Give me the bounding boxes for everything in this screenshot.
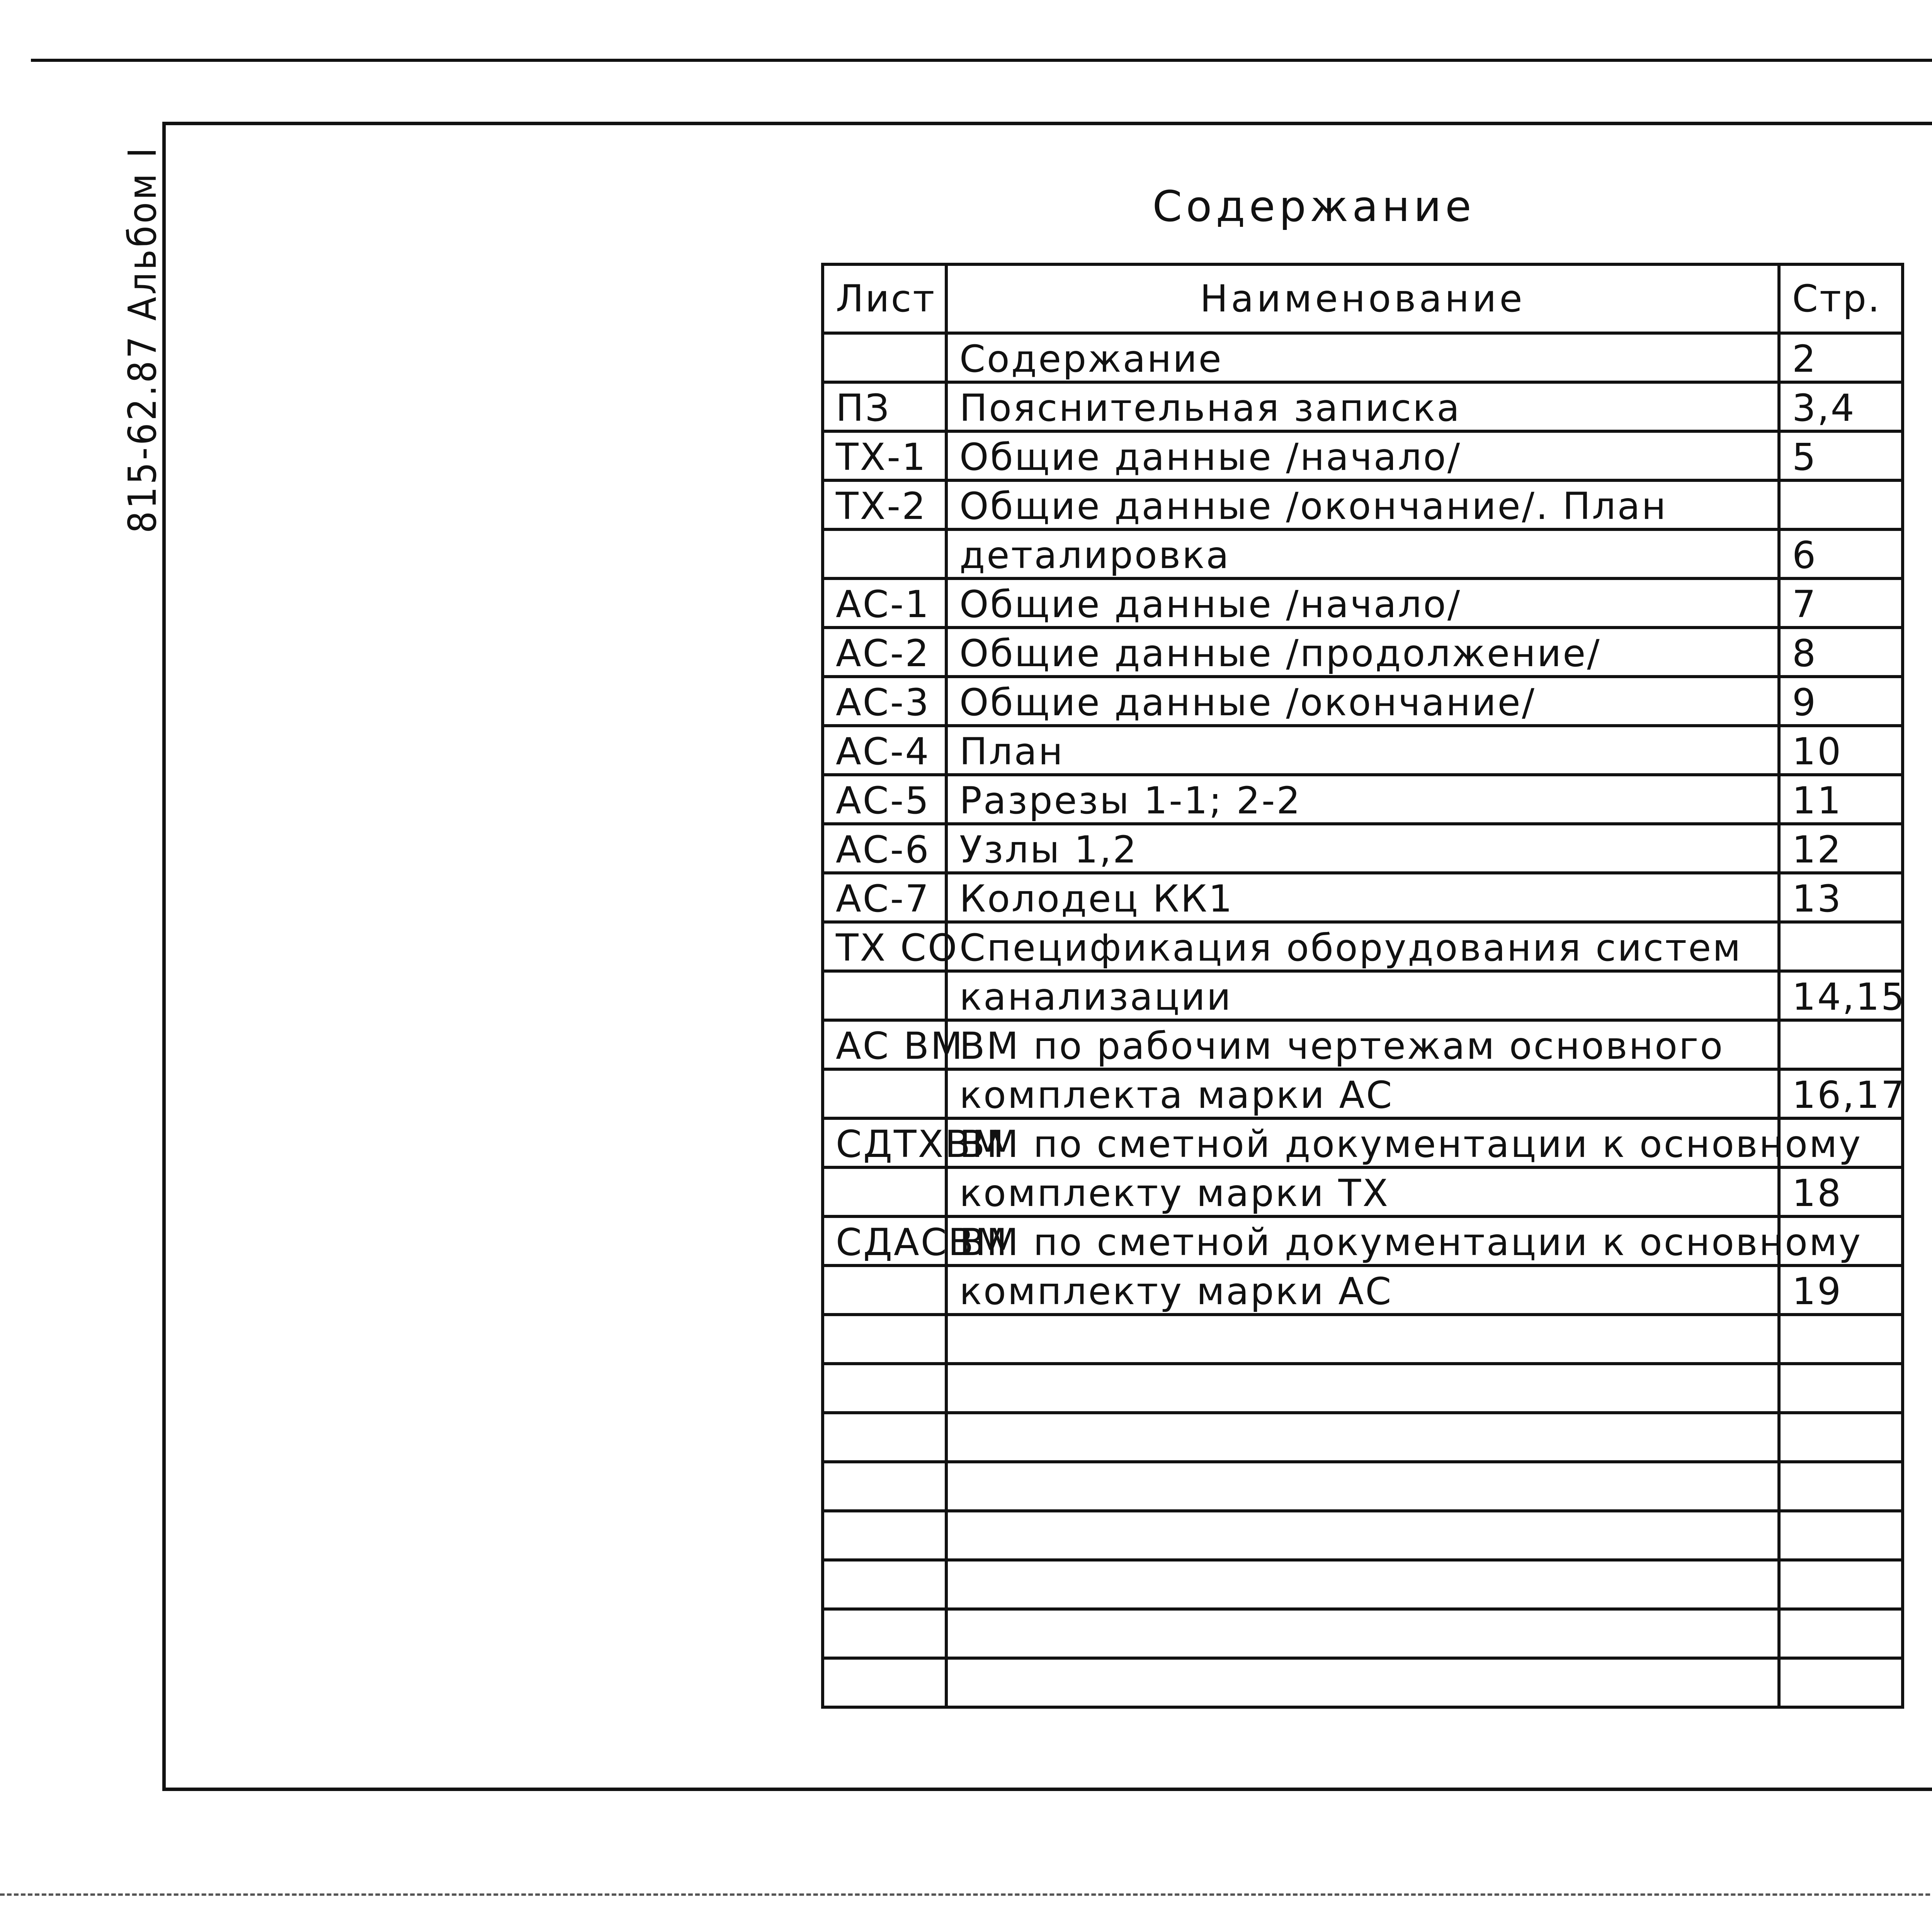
row-page: 13 xyxy=(1779,873,1903,922)
row-name: ВМ по рабочим чертежам основного xyxy=(946,1020,1779,1069)
row-page: 3,4 xyxy=(1779,382,1903,431)
row-page xyxy=(1779,1560,1903,1609)
row-name: ВМ по сметной документации к основному xyxy=(946,1118,1779,1167)
table-row xyxy=(823,775,1903,824)
row-sheet-code xyxy=(823,1560,946,1609)
row-page xyxy=(1779,1020,1903,1069)
table-body xyxy=(823,333,1906,1707)
row-sheet-code: АС-5 xyxy=(823,775,946,824)
row-name: канализации xyxy=(946,971,1779,1020)
row-page: 8 xyxy=(1779,628,1903,677)
row-sheet-code: АС-1 xyxy=(823,578,946,628)
row-sheet-code: ТХ-2 xyxy=(823,480,946,529)
row-sheet-code: АС ВМ xyxy=(823,1020,946,1069)
row-sheet-code: ТХ-1 xyxy=(823,431,946,480)
row-name: комплекту марки АС xyxy=(946,1266,1779,1315)
table-row xyxy=(823,1413,1903,1462)
row-sheet-code xyxy=(823,333,946,382)
row-sheet-code: АС-3 xyxy=(823,677,946,726)
header-name: Наименование xyxy=(946,264,1779,333)
table-row xyxy=(823,726,1903,775)
row-page xyxy=(1779,1315,1903,1364)
row-name xyxy=(946,1511,1779,1560)
table-row xyxy=(823,1315,1903,1364)
row-sheet-code: АС-6 xyxy=(823,824,946,873)
album-label: 815-62.87 Альбом I xyxy=(120,145,165,533)
row-name xyxy=(946,1609,1779,1658)
row-page xyxy=(1779,480,1903,529)
row-name xyxy=(946,1413,1779,1462)
row-sheet-code xyxy=(823,529,946,578)
row-page: 19 xyxy=(1779,1266,1903,1315)
table-row xyxy=(823,1020,1903,1069)
table-row xyxy=(823,1560,1903,1609)
row-sheet-code: СДАСВМ xyxy=(823,1216,946,1266)
table-row xyxy=(823,1462,1903,1511)
row-page: 2 xyxy=(1779,333,1903,382)
row-name: комплекта марки АС xyxy=(946,1069,1779,1118)
row-page: 18 xyxy=(1779,1167,1903,1216)
table-row xyxy=(823,1266,1903,1315)
row-page xyxy=(1779,1658,1903,1707)
table-row xyxy=(823,971,1903,1020)
row-sheet-code xyxy=(823,971,946,1020)
row-page: 12 xyxy=(1779,824,1903,873)
table-row xyxy=(823,431,1903,480)
row-sheet-code: АС-4 xyxy=(823,726,946,775)
row-name xyxy=(946,1315,1779,1364)
row-name: ВМ по сметной документации к основному xyxy=(946,1216,1779,1266)
row-name: комплекту марки ТХ xyxy=(946,1167,1779,1216)
row-page: 16,17 xyxy=(1779,1069,1903,1118)
top-rule xyxy=(31,59,1932,62)
contents-table xyxy=(821,263,1904,1709)
row-sheet-code: АС-2 xyxy=(823,628,946,677)
row-page xyxy=(1779,1511,1903,1560)
row-name xyxy=(946,1364,1779,1413)
row-sheet-code xyxy=(823,1462,946,1511)
bottom-edge-line xyxy=(0,1893,1932,1903)
row-name: Содержание xyxy=(946,333,1779,382)
table-row xyxy=(823,922,1903,971)
row-sheet-code: ТХ СО xyxy=(823,922,946,971)
table-row xyxy=(823,824,1903,873)
table-row xyxy=(823,1167,1903,1216)
table-row xyxy=(823,578,1903,628)
row-name: Общие данные /начало/ xyxy=(946,578,1779,628)
row-name: деталировка xyxy=(946,529,1779,578)
row-name: Пояснительная записка xyxy=(946,382,1779,431)
table-row xyxy=(823,382,1903,431)
row-page xyxy=(1779,1364,1903,1413)
row-name: Общие данные /продолжение/ xyxy=(946,628,1779,677)
row-name: Общие данные /окончание/ xyxy=(946,677,1779,726)
table-row xyxy=(823,873,1903,922)
row-sheet-code xyxy=(823,1069,946,1118)
row-name: Узлы 1,2 xyxy=(946,824,1779,873)
row-page: 10 xyxy=(1779,726,1903,775)
row-sheet-code: АС-7 xyxy=(823,873,946,922)
row-page: 14,15 xyxy=(1779,971,1903,1020)
row-sheet-code xyxy=(823,1364,946,1413)
row-page: 9 xyxy=(1779,677,1903,726)
row-name: Общие данные /начало/ xyxy=(946,431,1779,480)
row-name: Разрезы 1-1; 2-2 xyxy=(946,775,1779,824)
table-row xyxy=(823,677,1903,726)
table-row xyxy=(823,1364,1903,1413)
row-name: Колодец КК1 xyxy=(946,873,1779,922)
row-name xyxy=(946,1658,1779,1707)
table-row xyxy=(823,529,1903,578)
row-sheet-code xyxy=(823,1266,946,1315)
row-sheet-code xyxy=(823,1609,946,1658)
table-row xyxy=(823,1609,1903,1658)
page-title: Содержание xyxy=(1152,182,1475,231)
row-page: 6 xyxy=(1779,529,1903,578)
row-page xyxy=(1779,1609,1903,1658)
table-row xyxy=(823,1658,1903,1707)
row-page: 11 xyxy=(1779,775,1903,824)
row-sheet-code: СДТХВМ xyxy=(823,1118,946,1167)
row-page xyxy=(1779,1413,1903,1462)
row-page: 7 xyxy=(1779,578,1903,628)
row-sheet-code xyxy=(823,1167,946,1216)
row-sheet-code xyxy=(823,1511,946,1560)
header-sheet: Лист xyxy=(823,264,946,333)
table-row xyxy=(823,1118,1903,1167)
table-row xyxy=(823,1216,1903,1266)
row-sheet-code xyxy=(823,1413,946,1462)
row-name: План xyxy=(946,726,1779,775)
row-page xyxy=(1779,922,1903,971)
table-row xyxy=(823,1511,1903,1560)
table-header-row xyxy=(823,264,1903,333)
header-page: Стр. xyxy=(1779,264,1903,333)
row-sheet-code xyxy=(823,1315,946,1364)
row-page: 5 xyxy=(1779,431,1903,480)
row-name xyxy=(946,1560,1779,1609)
row-page xyxy=(1779,1462,1903,1511)
table-row xyxy=(823,333,1903,382)
row-name: Спецификация оборудования систем xyxy=(946,922,1779,971)
row-name xyxy=(946,1462,1779,1511)
row-name: Общие данные /окончание/. План xyxy=(946,480,1779,529)
table-row xyxy=(823,480,1903,529)
table-row xyxy=(823,1069,1903,1118)
table-row xyxy=(823,628,1903,677)
row-sheet-code xyxy=(823,1658,946,1707)
row-sheet-code: ПЗ xyxy=(823,382,946,431)
